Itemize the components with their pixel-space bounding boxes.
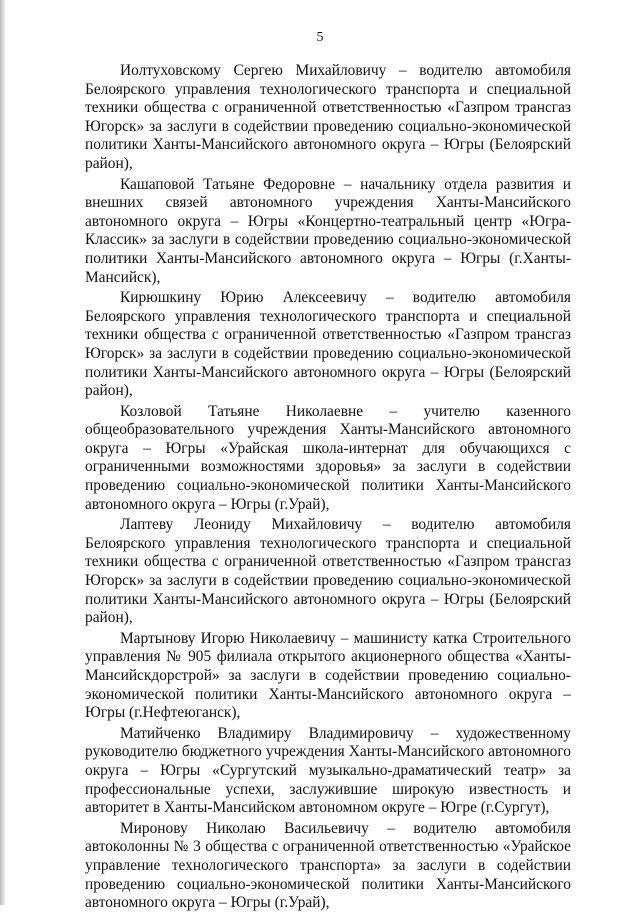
award-paragraph: Матийченко Владимиру Владимировичу – художественному руководителю бюджетного учреждения Ханты-Мансийского автономного округа – Югры «Сургутский музыкально-драматический театр» за профессиональные успехи, заслужившие широкую известность и авторитет в Ханты-Мансийском автономном округе – Югре (г.Сургут),: [85, 724, 571, 817]
award-paragraph: Кирюшкину Юрию Алексеевичу – водителю автомобиля Белоярского управления технологического транспорта и специальной техники общества с ограниченной ответственностью «Газпром трансгаз Югорск» за заслуги в содействии проведению социально-экономической политики Ханты-Мансийского автономного округа – Югры (Белоярский район),: [85, 289, 571, 400]
award-paragraph: Иолтуховскому Сергею Михайловичу – водителю автомобиля Белоярского управления технологического транспорта и специальной техники общества с ограниченной ответственностью «Газпром трансгаз Югорск» за заслуги в содействии проведению социально-экономической политики Ханты-Мансийского автономного округа – Югры (Белоярский район),: [85, 62, 571, 172]
award-paragraph: Лаптеву Леониду Михайловичу – водителю автомобиля Белоярского управления технологического транспорта и специальной техники общества с ограниченной ответственностью «Газпром трансгаз Югорск» за заслуги в содействии проведению социально-экономической политики Ханты-Мансийского автономного округа – Югры (Белоярский район),: [85, 516, 571, 627]
document-body: [85, 62, 571, 915]
award-paragraph: Мартынову Игорю Николаевичу – машинисту катка Строительного управления № 905 филиала открытого акционерного общества «Ханты-Мансийскдорстрой» за заслуги в содействии проведению социально-экономической политики Ханты-Мансийского автономного округа – Югры (г.Нефтеюганск),: [85, 629, 571, 722]
award-paragraph: Миронову Николаю Васильевичу – водителю автомобиля автоколонны № 3 общества с ограниченной ответственностью «Урайское управление технологического транспорта» за заслуги в содействии проведению социально-экономической политики Ханты-Мансийского автономного округа – Югры (г.Урай),: [85, 819, 571, 912]
scan-edge: [0, 0, 5, 905]
award-paragraph: Кашаповой Татьяне Федоровне – начальнику отдела развития и внешних связей автономного учреждения Ханты-Мансийского автономного округа – Югры «Концертно-театральный центр «Югра-Классик» за заслуги в содействии проведению социально-экономической политики Ханты-Мансийского автономного округа – Югры (г.Ханты-Мансийск),: [85, 175, 571, 286]
award-paragraph: Козловой Татьяне Николаевне – учителю казенного общеобразовательного учреждения Ханты-Мансийского автономного округа – Югры «Урайская школа-интернат для обучающихся с ограниченными возможностями здоровья» за заслуги в содействии проведению социально-экономической политики Ханты-Мансийского автономного округа – Югры (г.Урай),: [85, 402, 571, 513]
page-number: 5: [316, 30, 324, 45]
